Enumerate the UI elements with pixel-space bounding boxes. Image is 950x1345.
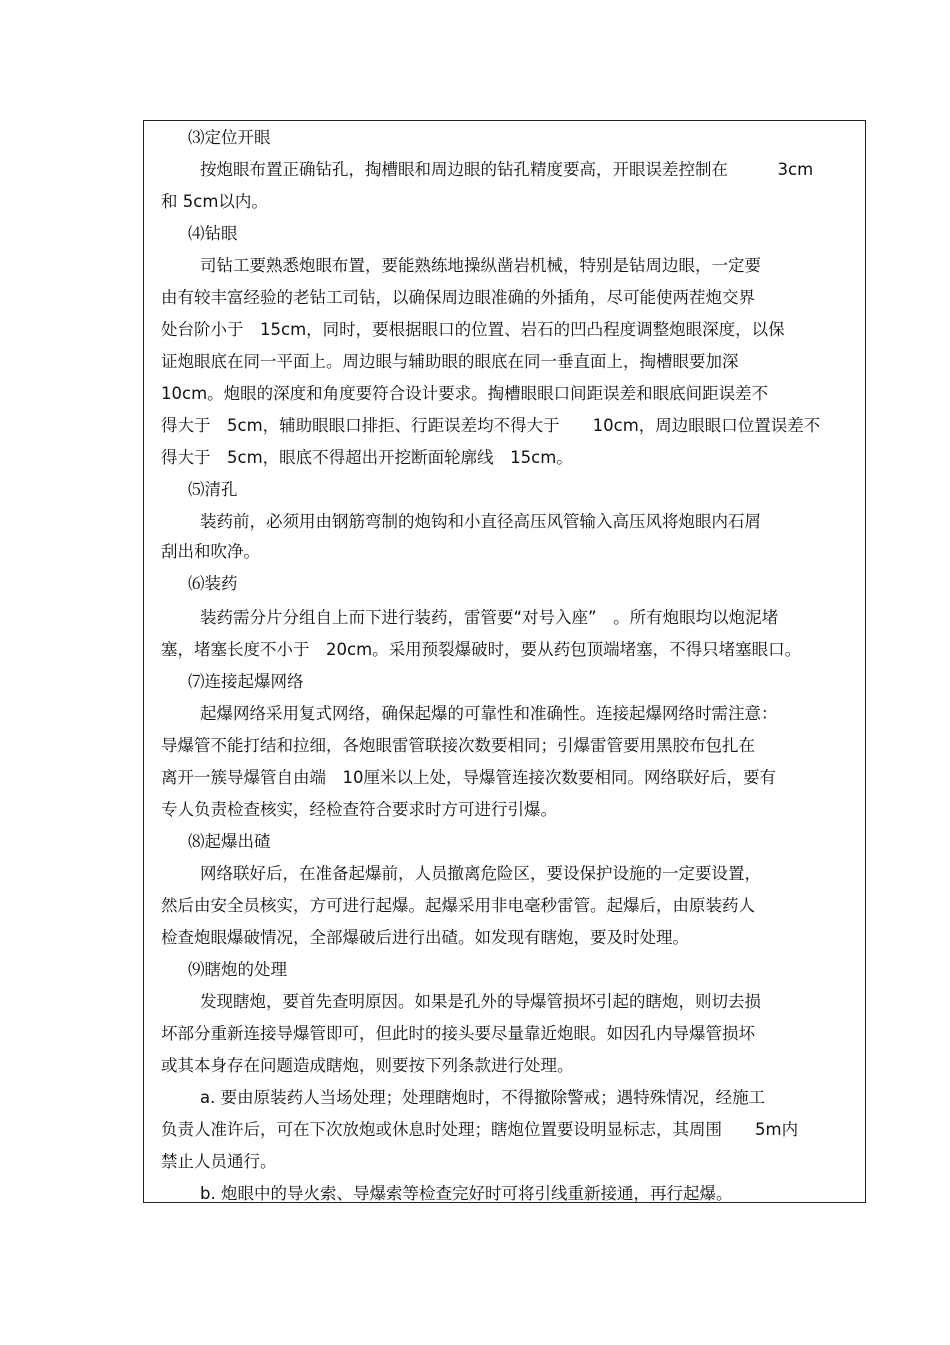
paragraph-line: 装药需分片分组自上而下进行装药，雷管要“对号入座” 。所有炮眼均以炮泥堵 <box>200 608 779 627</box>
paragraph-line: 处台阶小于 15cm，同时，要根据眼口的位置、岩石的凹凸程度调整炮眼深度，以保 <box>161 320 785 339</box>
paragraph-line: 负责人准许后，可在下次放炮或休息时处理；瞎炮位置要设明显标志，其周围 5m内 <box>161 1120 799 1139</box>
paragraph-line: 10cm。炮眼的深度和角度要符合设计要求。掏槽眼眼口间距误差和眼底间距误差不 <box>161 384 769 403</box>
paragraph-line: 按炮眼布置正确钻孔，掏槽眼和周边眼的钻孔精度要高，开眼误差控制在 3cm <box>200 160 814 179</box>
paragraph-line: 网络联好后，在准备起爆前，人员撤离危险区，要设保护设施的一定要设置， <box>200 864 761 883</box>
paragraph-line: 得大于 5cm，辅助眼眼口排拒、行距误差均不得大于 10cm，周边眼眼口位置误差不 <box>161 416 821 435</box>
section-heading: ⑷钻眼 <box>188 224 238 243</box>
paragraph-line: 塞，堵塞长度不小于 20cm。采用预裂爆破时，要从药包顶端堵塞，不得只堵塞眼口。 <box>161 640 802 659</box>
paragraph-line: 证炮眼底在同一平面上。周边眼与辅助眼的眼底在同一垂直面上，掏槽眼要加深 <box>161 352 739 371</box>
section-heading: ⑼瞎炮的处理 <box>188 960 287 979</box>
section-heading: ⑶定位开眼 <box>188 128 271 147</box>
paragraph-line: 然后由安全员核实，方可进行起爆。起爆采用非电毫秒雷管。起爆后，由原装药人 <box>161 896 755 915</box>
paragraph-line: 或其本身存在问题造成瞎炮，则要按下列条款进行处理。 <box>161 1056 574 1075</box>
section-heading: ⑺连接起爆网络 <box>188 672 304 691</box>
paragraph-line: 得大于 5cm，眼底不得超出开挖断面轮廓线 15cm。 <box>161 448 573 467</box>
paragraph-line: 由有较丰富经验的老钻工司钻，以确保周边眼准确的外插角，尽可能使两茬炮交界 <box>161 288 755 307</box>
list-item-a: a. 要由原装药人当场处理；处理瞎炮时，不得撤除警戒；遇特殊情况，经施工 <box>200 1088 766 1107</box>
paragraph-line: 禁止人员通行。 <box>161 1152 277 1171</box>
paragraph-line: 发现瞎炮，要首先查明原因。如果是孔外的导爆管损坏引起的瞎炮，则切去损 <box>200 992 761 1011</box>
paragraph-line: 司钻工要熟悉炮眼布置，要能熟练地操纵凿岩机械，特别是钻周边眼，一定要 <box>200 256 761 275</box>
paragraph-line: 专人负责检查核实，经检查符合要求时方可进行引爆。 <box>161 800 557 819</box>
section-heading: ⑻起爆出碴 <box>188 832 271 851</box>
paragraph-line: 装药前，必须用由钢筋弯制的炮钩和小直径高压风管输入高压风将炮眼内石屑 <box>200 512 761 531</box>
list-item-b: b. 炮眼中的导火索、导爆索等检查完好时可将引线重新接通，再行起爆。 <box>200 1184 733 1203</box>
paragraph-line: 坏部分重新连接导爆管即可，但此时的接头要尽量靠近炮眼。如因孔内导爆管损坏 <box>161 1024 755 1043</box>
paragraph-line: 起爆网络采用复式网络，确保起爆的可靠性和准确性。连接起爆网络时需注意： <box>200 704 778 723</box>
paragraph-line: 和 5cm以内。 <box>161 192 268 211</box>
paragraph-line: 导爆管不能打结和拉细，各炮眼雷管联接次数要相同；引爆雷管要用黑胶布包扎在 <box>161 736 755 755</box>
paragraph-line: 检查炮眼爆破情况，全部爆破后进行出碴。如发现有瞎炮，要及时处理。 <box>161 928 689 947</box>
paragraph-line: 刮出和吹净。 <box>161 542 260 561</box>
section-heading: ⑸清孔 <box>188 480 238 499</box>
content-box <box>143 120 866 1203</box>
section-heading: ⑹装药 <box>188 574 238 593</box>
paragraph-line: 离开一簇导爆管自由端 10厘米以上处，导爆管连接次数要相同。网络联好后，要有 <box>161 768 776 787</box>
